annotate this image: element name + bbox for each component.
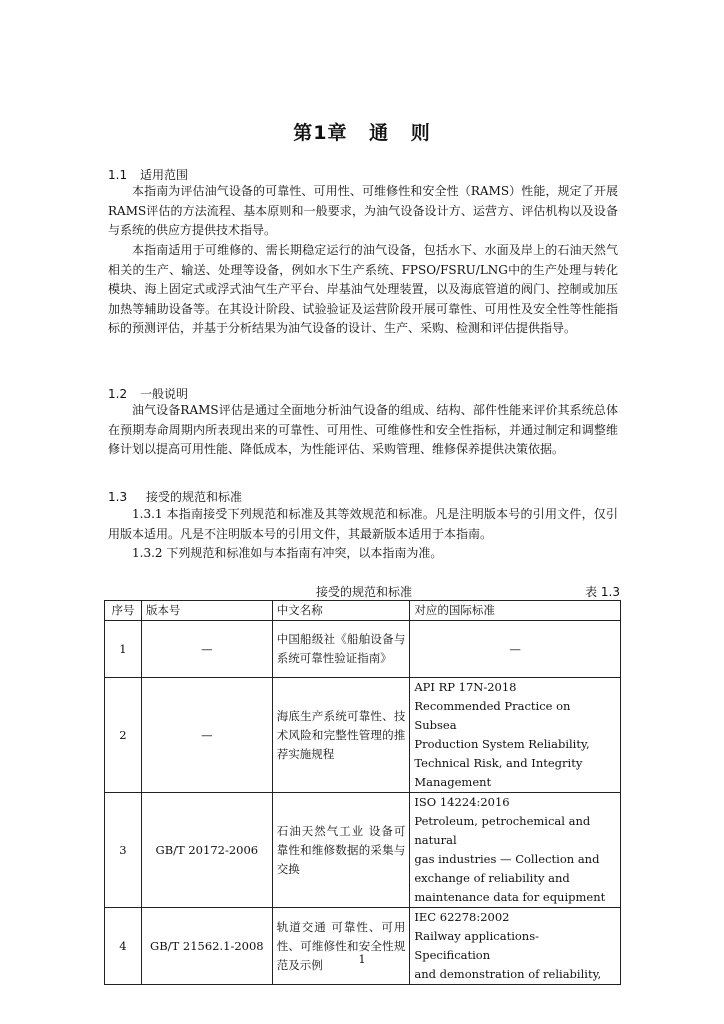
table-row xyxy=(105,793,621,908)
cell-no: 3 xyxy=(105,793,142,908)
header-no: 序号 xyxy=(105,601,142,621)
table-row xyxy=(105,678,621,793)
chapter-word-2: 则 xyxy=(410,122,431,144)
section-title: 接受的规范和标准 xyxy=(146,490,243,504)
intl-standard-line: IEC 62278:2002 xyxy=(414,910,510,924)
intl-standard-line: Management xyxy=(414,775,492,789)
cell-cn-name: 中国船级社《船舶设备与系统可靠性验证指南》 xyxy=(272,621,410,678)
cell-no: 4 xyxy=(105,908,142,985)
intl-standard-line: maintenance data for equipment xyxy=(414,890,606,904)
intl-standard-line: Production System Reliability, xyxy=(414,737,590,751)
intl-standard-line: ISO 14224:2016 xyxy=(414,795,510,809)
cell-intl-standard xyxy=(410,793,621,908)
cell-intl-standard xyxy=(410,908,621,985)
header-version: 版本号 xyxy=(141,601,272,621)
chapter-word-1: 通 xyxy=(369,122,390,144)
table-caption xyxy=(108,583,620,601)
section-title: 一般说明 xyxy=(140,387,189,401)
table-body xyxy=(105,621,621,985)
table-row xyxy=(105,908,621,985)
table-title: 接受的规范和标准 xyxy=(315,585,412,599)
paragraph-general: 油气设备RAMS评估是通过全面地分析油气设备的组成、结构、部件性能来评价其系统总体在预期寿命周期内所表现出来的可靠性、可用性、可维修性和安全性指标，并通过制定和调整维修计划以提高可用性能、降低成本，为性能评估、采购管理、维修保养提供决策依据。 xyxy=(108,403,618,456)
header-cn-name: 中文名称 xyxy=(272,601,410,621)
table-row xyxy=(105,621,621,678)
intl-standard-line: — xyxy=(509,641,521,656)
section-number: 1.2 xyxy=(108,387,128,401)
cell-version: — xyxy=(141,621,272,678)
intl-standard-line: Railway applications- Specification xyxy=(414,929,539,962)
intl-standard-line: Petroleum, petrochemical and natural xyxy=(414,814,591,847)
page-number: 1 xyxy=(358,953,366,966)
standards-table xyxy=(104,600,621,985)
cell-intl-standard xyxy=(410,621,621,678)
chapter-title xyxy=(0,118,724,145)
chapter-number: 第1章 xyxy=(293,122,348,144)
intl-standard-line: Technical Risk, and Integrity xyxy=(414,756,583,770)
section-title: 适用范围 xyxy=(140,168,189,182)
cell-version: — xyxy=(141,678,272,793)
intl-standard-line: Recommended Practice on Subsea xyxy=(414,699,571,732)
intl-standard-line: API RP 17N-2018 xyxy=(414,680,517,694)
section-number: 1.3 xyxy=(108,490,128,504)
intl-standard-line: exchange of reliability and xyxy=(414,871,570,885)
cell-intl-standard xyxy=(410,678,621,793)
section-heading-1-2 xyxy=(108,385,188,402)
section-number: 1.1 xyxy=(108,168,128,182)
cell-no: 1 xyxy=(105,621,142,678)
cell-version: GB/T 21562.1-2008 xyxy=(141,908,272,985)
header-intl-standard: 对应的国际标准 xyxy=(410,601,621,621)
cell-version: GB/T 20172-2006 xyxy=(141,793,272,908)
cell-no: 2 xyxy=(105,678,142,793)
paragraph-1-3-2: 1.3.2 下列规范和标准如与本指南有冲突，以本指南为准。 xyxy=(132,546,443,560)
paragraph-scope-1: 本指南为评估油气设备的可靠性、可用性、可维修性和安全性（RAMS）性能，规定了开展RAMS评估的方法流程、基本原则和一般要求，为油气设备设计方、运营方、评估机构以及设备与系统的供应方提供技术指导。 xyxy=(108,184,618,237)
section-heading-1-1 xyxy=(108,166,188,183)
paragraph-1-3-1: 1.3.1 本指南接受下列规范和标准及其等效规范和标准。凡是注明版本号的引用文件，仅引用版本适用。凡是不注明版本号的引用文件，其最新版本适用于本指南。 xyxy=(108,507,618,541)
cell-cn-name: 海底生产系统可靠性、技术风险和完整性管理的推荐实施规程 xyxy=(272,678,410,793)
cell-cn-name: 石油天然气工业 设备可靠性和维修数据的采集与交换 xyxy=(272,793,410,908)
section-heading-1-3 xyxy=(108,488,242,505)
table-header-row xyxy=(105,601,621,621)
cell-cn-name: 轨道交通 可靠性、可用性、可维修性和安全性规范及示例 xyxy=(272,908,410,985)
table-number: 表 1.3 xyxy=(585,585,620,599)
paragraph-scope-2: 本指南适用于可维修的、需长期稳定运行的油气设备，包括水下、水面及岸上的石油天然气相关的生产、输送、处理等设备，例如水下生产系统、FPSO/FSRU/LNG中的生产处理与转化模块、海上固定式或浮式油气生产平台、岸基油气处理装置，以及海底管道的阀门、控制或加压加热等辅助设备等。在其设计阶段、试验验证及运营阶段开展可靠性、可用性及安全性等性能指标的预测评估，并基于分析结果为油气设备的设计、生产、采购、检测和评估提供指导。 xyxy=(108,243,618,335)
intl-standard-line: and demonstration of reliability, xyxy=(414,967,602,981)
intl-standard-line: gas industries — Collection and xyxy=(414,852,600,866)
